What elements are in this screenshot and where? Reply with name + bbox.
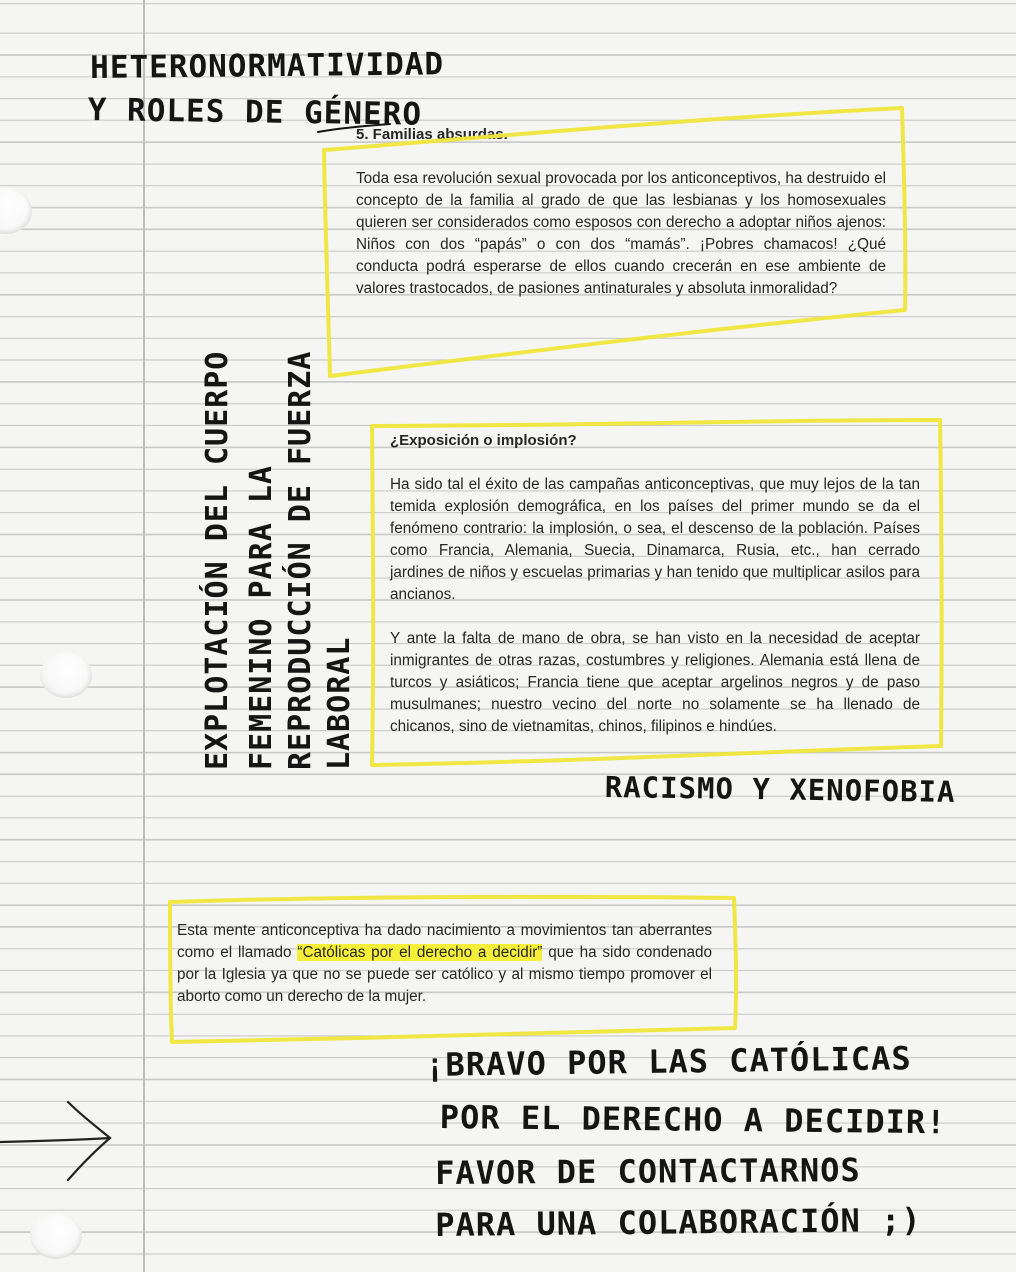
margin-line — [143, 0, 145, 1272]
section-body: Toda esa revolución sexual provocada por los anticonceptivos, ha destruido el concepto de la familia al grado de que las lesbianas y los homosexuales quieren ser considerados como esposos con derecho a adoptar niños ajenos: Niños con dos “papás” o con dos “mamás”. ¡Pobres chamacos! ¿Qué conducta podrá esperarse de ellos cuando crecerán en ese ambiente de valores trastocados, de pasiones antinaturales y absoluta inmoralidad? — [356, 170, 886, 297]
section-familias-absurdas — [356, 124, 886, 300]
vertical-note-line-4: LABORAL — [322, 636, 357, 770]
binder-hole — [40, 652, 92, 698]
section-heading: 5. Familias absurdas. — [356, 126, 508, 143]
section-heading: ¿Exposición o implosión? — [390, 432, 577, 449]
handwritten-message-line-2: POR EL DERECHO A DECIDIR! — [439, 1098, 947, 1142]
handwritten-message-line-1: ¡BRAVO POR LAS CATÓLICAS — [425, 1039, 912, 1084]
vertical-note-line-2: FEMENINO PARA LA — [244, 465, 279, 770]
handwritten-title-line-2: Y ROLES DE GÉNERO — [87, 92, 423, 133]
binder-hole — [30, 1213, 82, 1259]
binder-hole — [0, 188, 32, 234]
handwritten-message-line-4: PARA UNA COLABORACIÓN ;) — [435, 1200, 922, 1244]
section-paragraph-2: Y ante la falta de mano de obra, se han visto en la necesidad de aceptar inmigrantes de otras razas, costumbres y religiones. Alemania está llena de turcos y asiáticos; Francia tiene que aceptar argelinos negros y de paso musulmanes; nuestro vecino del norte no solamente se ha llenado de chicanos, sino de vietnamitas, chinos, filipinos e hindúes. — [390, 630, 920, 735]
vertical-note-line-3: REPRODUCCIÓN DE FUERZA — [283, 350, 318, 770]
handwritten-racism-note: RACISMO Y XENOFOBIA — [604, 770, 956, 809]
handwritten-title-line-1: HETERONORMATIVIDAD — [90, 46, 445, 86]
section-catolicas — [177, 920, 712, 1008]
vertical-note-line-1: EXPLOTACIÓN DEL CUERPO — [200, 350, 235, 770]
arrow-icon — [0, 1102, 110, 1180]
highlighted-phrase: “Católicas por el derecho a decidir” — [297, 944, 543, 961]
text-after-highlight: que ha sido condenado por la Iglesia ya que no se puede ser católico y al mismo tiempo promover el aborto como un derecho de la mujer. — [177, 944, 712, 1005]
section-exposicion-implosion — [390, 430, 920, 738]
text-before-highlight: Esta mente anticonceptiva ha dado nacimiento a movimientos tan aberrantes como el llamado — [177, 922, 712, 961]
section-paragraph-1: Ha sido tal el éxito de las campañas anticonceptivas, que muy lejos de la tan temida explosión demográfica, en los países del primer mundo se da el fenómeno contrario: la implosión, o sea, el descenso de la población. Países como Francia, Alemania, Suecia, Dinamarca, Rusia, etc., han cerrado jardines de niños y escuelas primarias y han tenido que multiplicar asilos para ancianos. — [390, 476, 920, 603]
handwritten-message-line-3: FAVOR DE CONTACTARNOS — [435, 1151, 861, 1192]
